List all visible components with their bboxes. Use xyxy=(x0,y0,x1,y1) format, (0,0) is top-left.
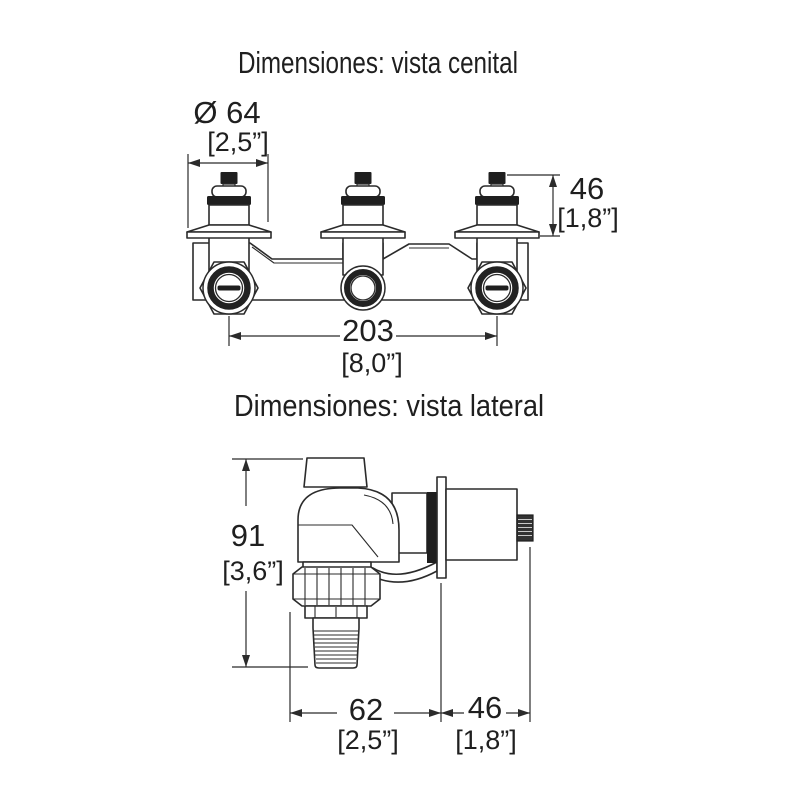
wall-flange-plate xyxy=(437,477,446,578)
valve-cartridge-housing xyxy=(446,489,517,560)
arrow-up-icon xyxy=(242,459,250,471)
dim-side-height-mm-label: 91 xyxy=(230,518,266,553)
top-view xyxy=(187,45,619,378)
dim-valve-height xyxy=(507,171,619,236)
arrow-right-icon xyxy=(518,709,530,717)
wall-thread-section xyxy=(427,492,437,563)
arrow-left-icon xyxy=(188,159,200,167)
side-view xyxy=(222,388,544,755)
faucet-body-top-view xyxy=(187,172,539,314)
arrow-down-icon xyxy=(242,655,250,667)
arrow-left-icon xyxy=(290,709,302,717)
dim-side-height-in-label: [3,6”] xyxy=(222,556,284,586)
dim-height-in-label: [1,8”] xyxy=(557,203,619,233)
dim-stem-mm-label: 46 xyxy=(467,690,503,725)
dim-diameter-in-label: [2,5”] xyxy=(207,127,269,157)
arrow-left-icon xyxy=(229,332,241,340)
arrow-right-icon xyxy=(429,709,441,717)
dim-height-mm-label: 46 xyxy=(569,171,605,206)
dim-diameter-mm-label: Ø 64 xyxy=(193,95,261,130)
dim-depth-in-label: [2,5”] xyxy=(337,725,399,755)
dim-width-in-label: [8,0”] xyxy=(341,348,403,378)
arrow-left-icon xyxy=(441,709,453,717)
dim-width-mm-label: 203 xyxy=(342,313,394,348)
arrow-up-icon xyxy=(549,175,557,187)
arrow-right-icon xyxy=(256,159,268,167)
side-view-title: Dimensiones: vista lateral xyxy=(234,388,544,423)
dim-stem-in-label: [1,8”] xyxy=(455,725,517,755)
union-nut xyxy=(293,567,380,606)
top-view-title: Dimensiones: vista cenital xyxy=(238,45,518,80)
arrow-right-icon xyxy=(485,332,497,340)
dim-depth-mm-label: 62 xyxy=(348,692,384,727)
outlet-port-middle xyxy=(341,266,385,310)
arrow-down-icon xyxy=(549,224,557,236)
faucet-body-side-view xyxy=(293,458,533,668)
dim-port-spacing xyxy=(229,313,497,378)
stem-housing-top xyxy=(304,458,367,487)
dim-side-height xyxy=(222,459,308,667)
